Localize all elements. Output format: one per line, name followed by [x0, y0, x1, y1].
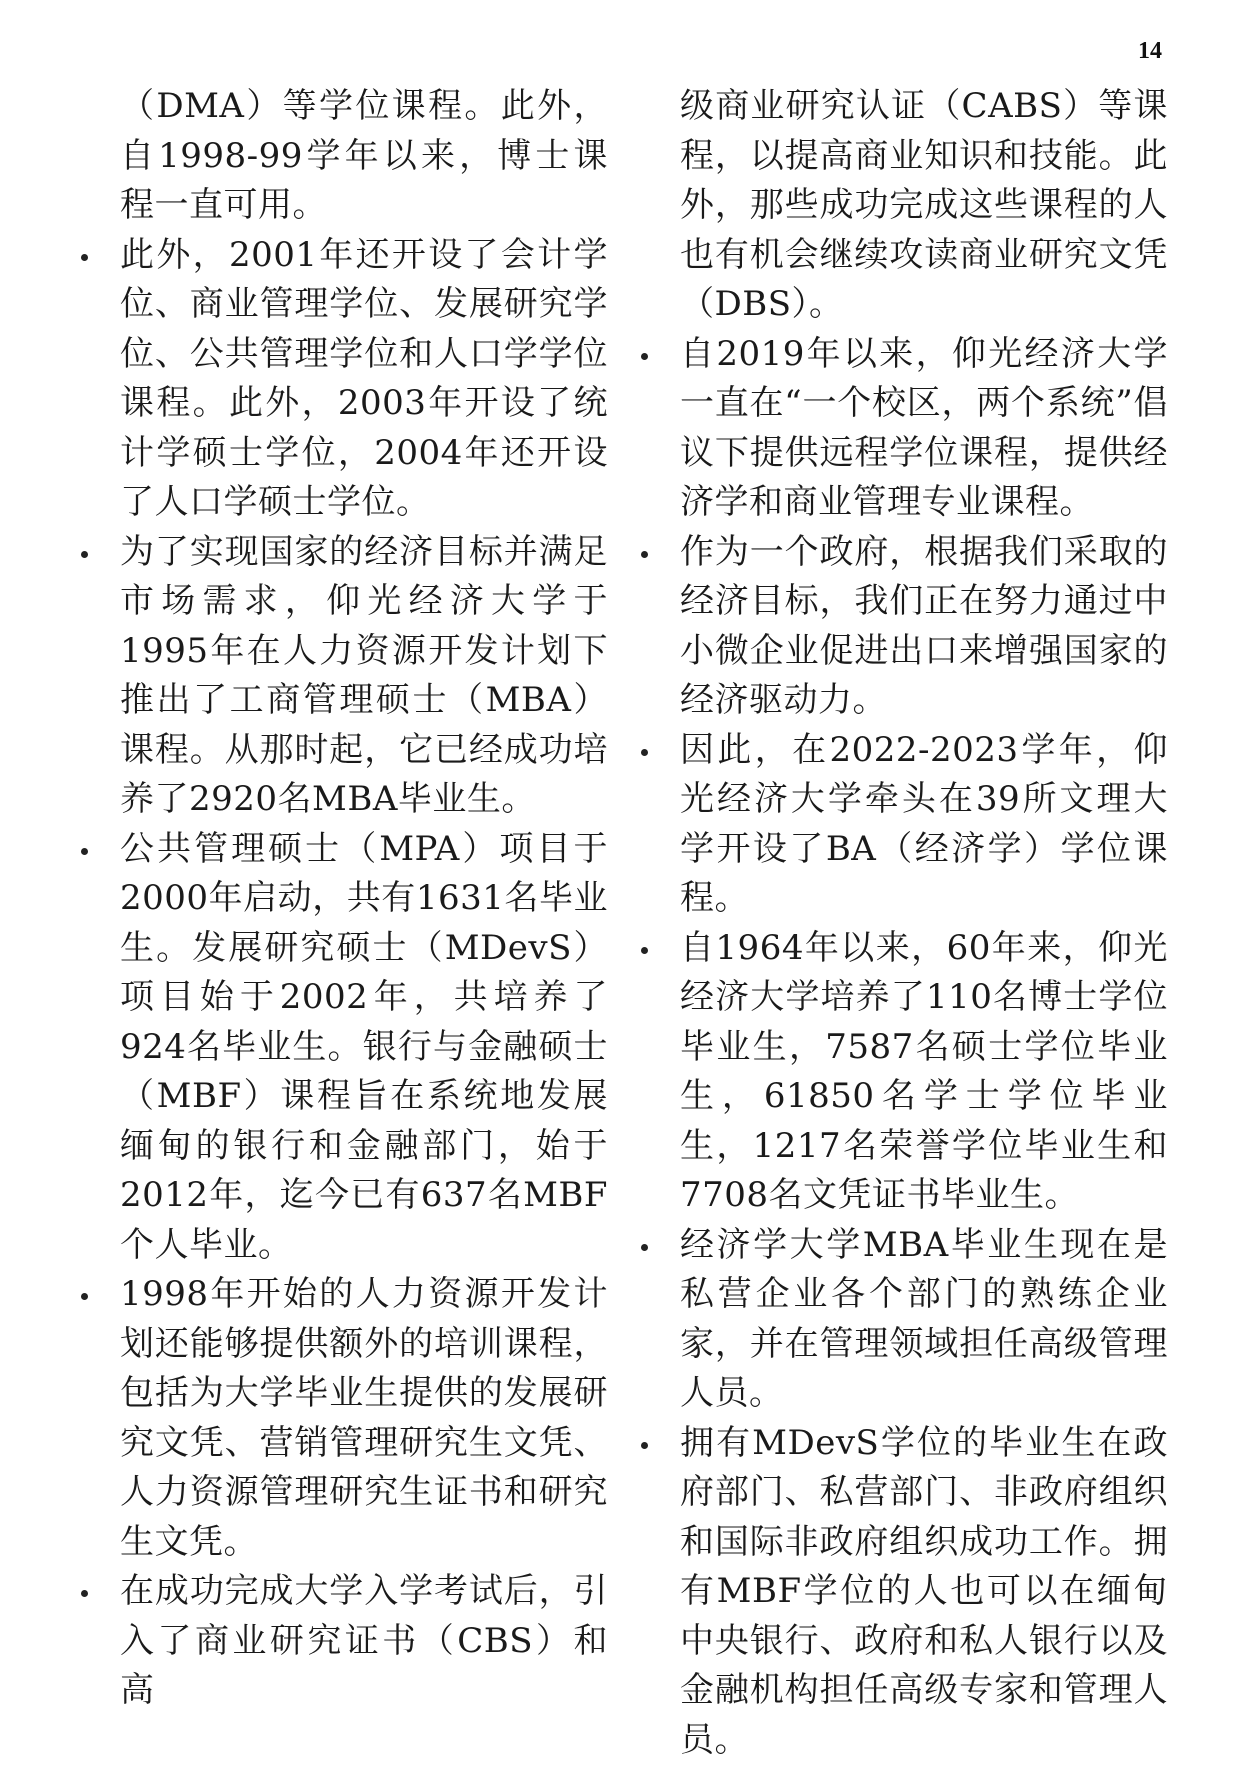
- continued-paragraph: （DMA）等学位课程。此外，自1998-99学年以来，博士课程一直可用。: [120, 82, 608, 231]
- bullet-item: 1998年开始的人力资源开发计划还能够提供额外的培训课程，包括为大学毕业生提供的发展研究文凭、营销管理研究生文凭、人力资源管理研究生证书和研究生文凭。: [120, 1270, 608, 1567]
- page-number: 14: [1138, 38, 1162, 65]
- continued-paragraph: 级商业研究认证（CABS）等课程，以提高商业知识和技能。此外，那些成功完成这些课程的人也有机会继续攻读商业研究文凭（DBS）。: [680, 82, 1168, 330]
- bullet-item: 自1964年以来，60年来，仰光经济大学培养了110名博士学位毕业生，7587名硕士学位毕业生，61850名学士学位毕业生，1217名荣誉学位毕业生和7708名文凭证书毕业生。: [680, 924, 1168, 1221]
- bullet-item: 因此，在2022-2023学年，仰光经济大学牵头在39所文理大学开设了BA（经济学）学位课程。: [680, 726, 1168, 924]
- bullet-item: 作为一个政府，根据我们采取的经济目标，我们正在努力通过中小微企业促进出口来增强国家的经济驱动力。: [680, 528, 1168, 726]
- bullet-item: 拥有MDevS学位的毕业生在政府部门、私营部门、非政府组织和国际非政府组织成功工作。拥有MBF学位的人也可以在缅甸中央银行、政府和私人银行以及金融机构担任高级专家和管理人员。: [680, 1419, 1168, 1765]
- left-column: [120, 82, 608, 1716]
- bullet-item: 经济学大学MBA毕业生现在是私营企业各个部门的熟练企业家，并在管理领域担任高级管理人员。: [680, 1221, 1168, 1419]
- bullet-item: 公共管理硕士（MPA）项目于2000年启动，共有1631名毕业生。发展研究硕士（MDevS）项目始于2002年，共培养了924名毕业生。银行与金融硕士（MBF）课程旨在系统地发展缅甸的银行和金融部门，始于2012年，迄今已有637名MBF个人毕业。: [120, 825, 608, 1271]
- bullet-item: 在成功完成大学入学考试后，引入了商业研究证书（CBS）和高: [120, 1567, 608, 1716]
- bullet-item: 自2019年以来，仰光经济大学一直在“一个校区，两个系统”倡议下提供远程学位课程，提供经济学和商业管理专业课程。: [680, 330, 1168, 528]
- right-column: [680, 82, 1168, 1765]
- bullet-item: 此外，2001年还开设了会计学位、商业管理学位、发展研究学位、公共管理学位和人口学学位课程。此外，2003年开设了统计学硕士学位，2004年还开设了人口学硕士学位。: [120, 231, 608, 528]
- bullet-item: 为了实现国家的经济目标并满足市场需求，仰光经济大学于1995年在人力资源开发计划下推出了工商管理硕士（MBA）课程。从那时起，它已经成功培养了2920名MBA毕业生。: [120, 528, 608, 825]
